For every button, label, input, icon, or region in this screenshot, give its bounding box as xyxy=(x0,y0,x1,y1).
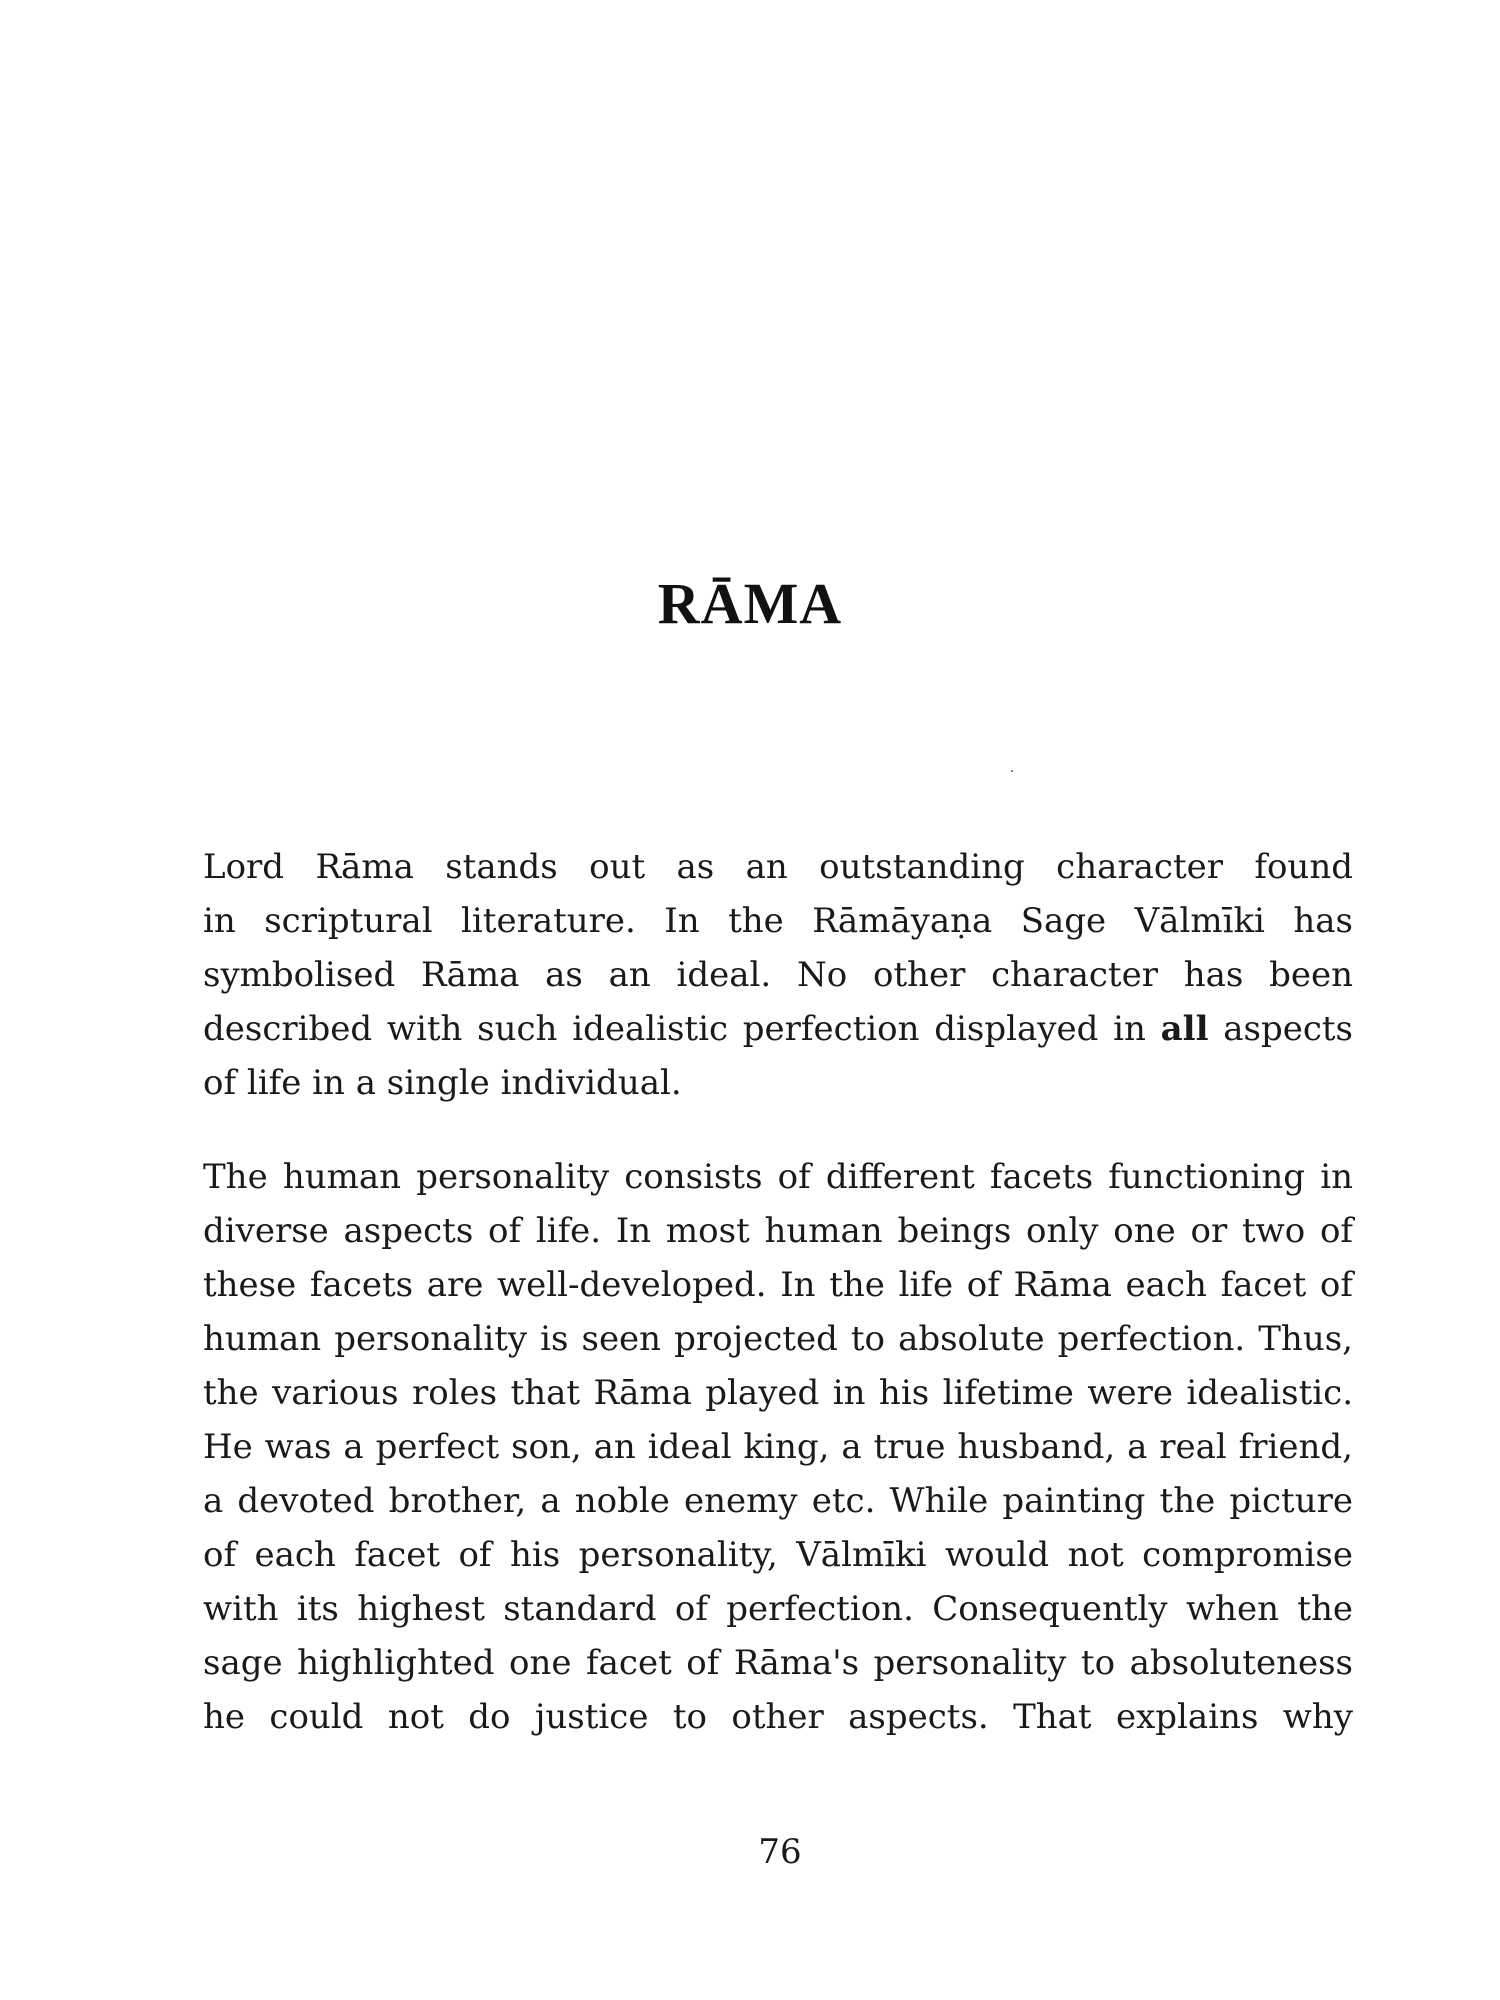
text-line: He was a perfect son, an ideal king, a true husband, a real friend, xyxy=(203,1427,1353,1467)
paragraph-2 xyxy=(203,1150,1353,1744)
print-speck xyxy=(1011,770,1013,772)
paragraph-1 xyxy=(203,840,1353,1110)
page-number: 76 xyxy=(758,1832,802,1872)
text-line: human personality is seen projected to absolute perfection. Thus, xyxy=(203,1319,1353,1359)
text-line: Lord Rāma stands out as an outstanding character found xyxy=(203,847,1353,887)
text-line: in scriptural literature. In the Rāmāyaṇa Sage Vālmīki has xyxy=(203,901,1353,941)
text-line-with-emphasis xyxy=(203,1002,1353,1056)
text-line: symbolised Rāma as an ideal. No other character has been xyxy=(203,955,1353,995)
text-line: these facets are well-developed. In the life of Rāma each facet of xyxy=(203,1265,1353,1305)
text-line: The human personality consists of different facets functioning in xyxy=(203,1157,1353,1197)
text-line: the various roles that Rāma played in his lifetime were idealistic. xyxy=(203,1373,1353,1413)
emphasized-word: all xyxy=(1160,1009,1209,1049)
text-line: of each facet of his personality, Vālmīki would not compromise xyxy=(203,1535,1353,1575)
text-line: with its highest standard of perfection. Consequently when the xyxy=(203,1589,1353,1629)
text-segment: aspects xyxy=(1223,1009,1354,1049)
text-line: of life in a single individual. xyxy=(203,1063,682,1103)
text-line: diverse aspects of life. In most human beings only one or two of xyxy=(203,1211,1353,1251)
text-line: sage highlighted one facet of Rāma's personality to absoluteness xyxy=(203,1643,1353,1683)
chapter-title: RĀMA xyxy=(657,571,843,636)
text-line: a devoted brother, a noble enemy etc. While painting the picture xyxy=(203,1481,1353,1521)
text-segment: described with such idealistic perfection displayed in xyxy=(203,1009,1146,1049)
text-line: he could not do justice to other aspects. That explains why xyxy=(203,1697,1353,1737)
